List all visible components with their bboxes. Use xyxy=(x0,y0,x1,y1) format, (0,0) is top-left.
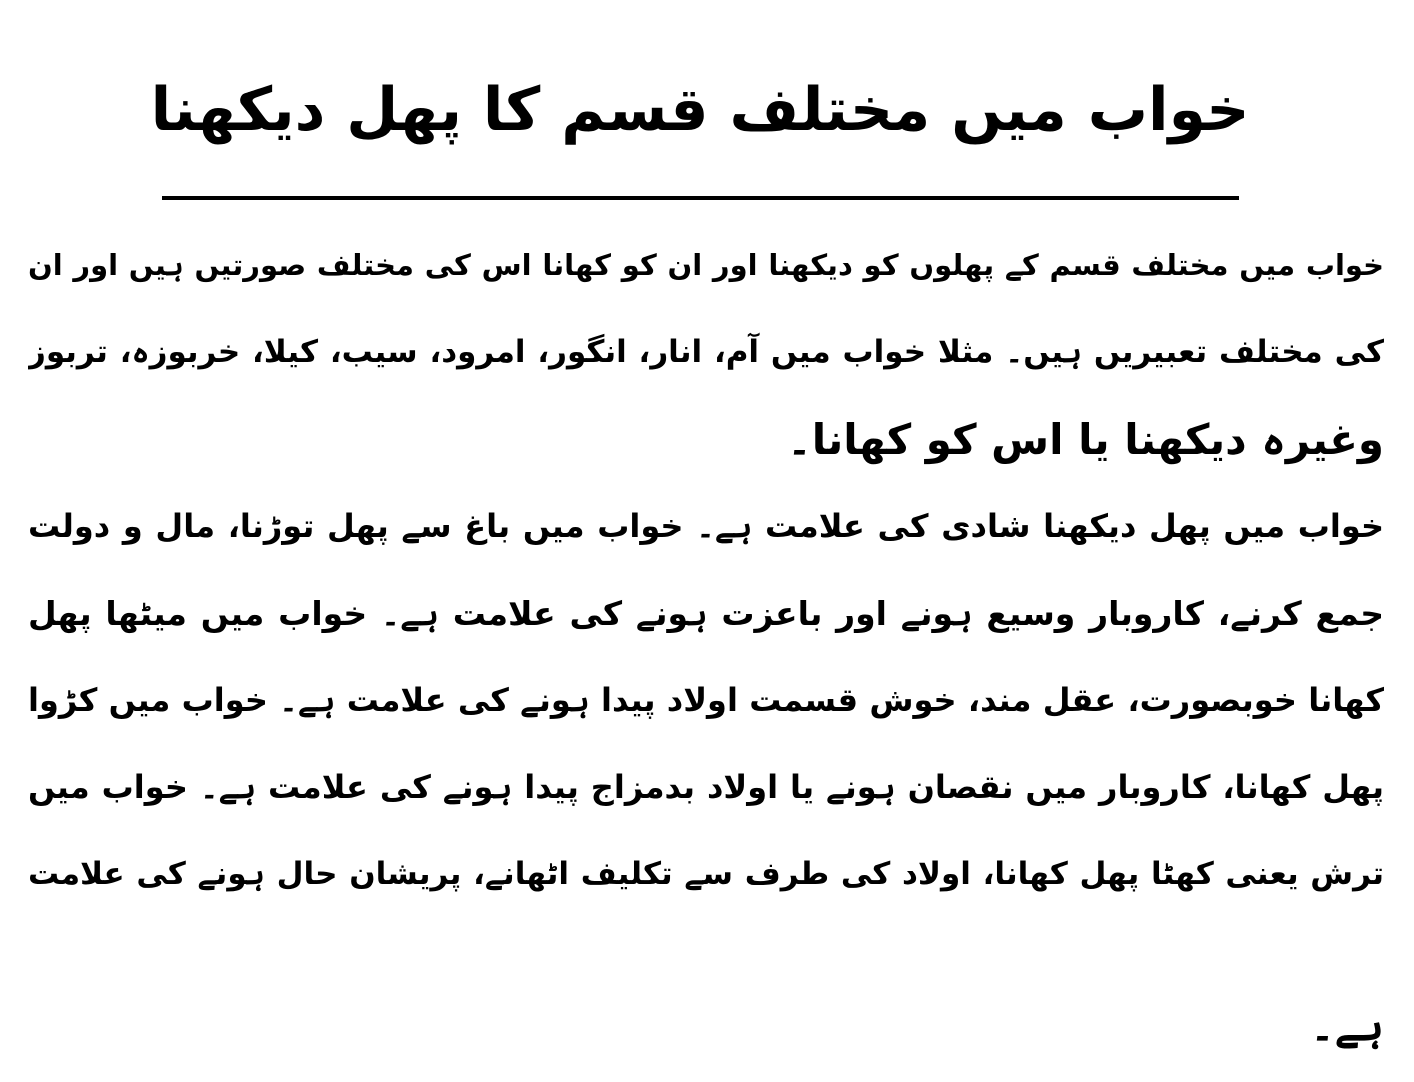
paragraph-2 xyxy=(28,483,1384,1069)
text-line: کھانا خوبصورت، عقل مند، خوش قسمت اولاد پیدا ہونے کی علامت ہے۔ خواب میں کڑوا xyxy=(28,681,1384,719)
text-line: خواب میں مختلف قسم کے پھلوں کو دیکھنا اور ان کو کھانا اس کی مختلف صورتیں ہیں اور ان xyxy=(28,248,1384,282)
text-line: پھل کھانا، کاروبار میں نقصان ہونے یا اولاد بدمزاج پیدا ہونے کی علامت ہے۔ خواب میں xyxy=(28,768,1384,806)
text-line: ترش یعنی کھٹا پھل کھانا، اولاد کی طرف سے تکلیف اٹھانے، پریشان حال ہونے کی علامت xyxy=(28,856,1384,892)
text-line: جمع کرنے، کاروبار وسیع ہونے اور باعزت ہونے کی علامت ہے۔ خواب میں میٹھا پھل xyxy=(28,594,1384,633)
text-line: کی مختلف تعبیریں ہیں۔ مثلا خواب میں آم، انار، انگور، امرود، سیب، کیلا، خربوزہ، تربوز xyxy=(28,334,1384,370)
article-body xyxy=(28,222,1384,1072)
title-underline xyxy=(162,196,1239,200)
text-line: وغیرہ دیکھنا یا اس کو کھانا۔ xyxy=(787,415,1384,464)
text-line: ہے۔ xyxy=(1310,1001,1384,1050)
page-title: خواب میں مختلف قسم کا پھل دیکھنا xyxy=(150,75,1250,145)
text-line: خواب میں پھل دیکھنا شادی کی علامت ہے۔ خواب میں باغ سے پھل توڑنا، مال و دولت xyxy=(28,507,1384,545)
paragraph-1 xyxy=(28,222,1384,483)
